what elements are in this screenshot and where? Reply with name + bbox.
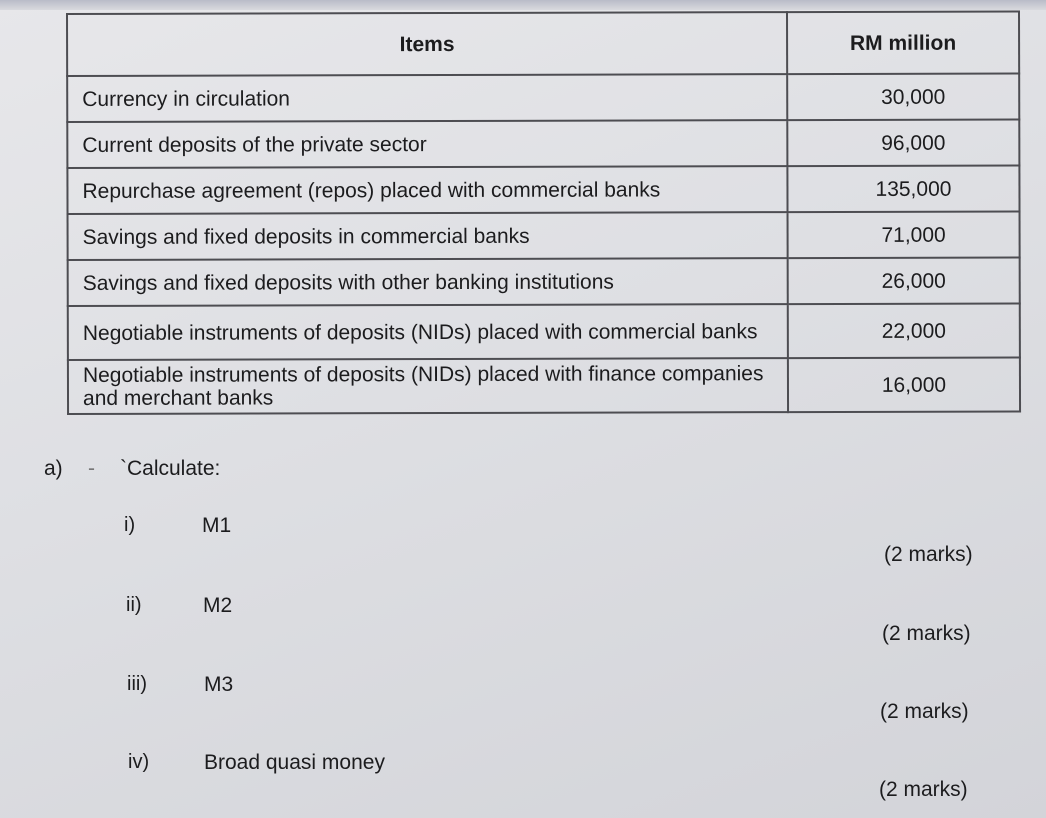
table-row (67, 166, 1019, 214)
item-cell: Repurchase agreement (repos) placed with commercial banks (67, 166, 787, 214)
table-row (67, 74, 1019, 122)
table-header-row (67, 12, 1019, 76)
question-label: a) (44, 457, 63, 480)
part-number: iv) (128, 751, 150, 773)
item-cell: Negotiable instruments of deposits (NIDs) placed with finance companies and merchant banks (68, 358, 788, 414)
rm-million-column-header: RM million (787, 12, 1019, 75)
item-cell: Negotiable instruments of deposits (NIDs) placed with commercial banks (68, 304, 788, 360)
value-cell: 22,000 (788, 304, 1020, 359)
part-marks: (2 marks) (880, 700, 969, 723)
question-dash: - (88, 457, 95, 480)
table-row (67, 120, 1019, 168)
table-row (68, 212, 1020, 260)
part-text: M2 (203, 594, 233, 617)
part-number: iii) (127, 673, 147, 695)
table-row (68, 358, 1020, 414)
value-cell: 26,000 (788, 258, 1020, 305)
part-number: i) (124, 514, 136, 536)
table-row (68, 304, 1020, 360)
part-number: ii) (126, 594, 142, 616)
value-cell: 135,000 (787, 166, 1019, 213)
items-column-header: Items (67, 12, 787, 76)
part-marks: (2 marks) (879, 778, 968, 801)
value-cell: 16,000 (788, 358, 1020, 413)
part-text: M1 (202, 514, 232, 537)
money-supply-table (66, 11, 1021, 415)
part-text: Broad quasi money (204, 751, 385, 774)
value-cell: 71,000 (788, 212, 1020, 259)
part-marks: (2 marks) (882, 622, 971, 645)
value-cell: 30,000 (787, 74, 1019, 121)
screen-top-edge (0, 0, 1046, 10)
part-marks: (2 marks) (884, 543, 973, 566)
question-instruction: `Calculate: (120, 457, 221, 480)
item-cell: Savings and fixed deposits with other banking institutions (68, 258, 788, 306)
table-row (68, 258, 1020, 306)
part-text: M3 (204, 673, 234, 696)
value-cell: 96,000 (787, 120, 1019, 167)
item-cell: Current deposits of the private sector (67, 120, 787, 168)
item-cell: Savings and fixed deposits in commercial banks (68, 212, 788, 260)
item-cell: Currency in circulation (67, 74, 787, 122)
